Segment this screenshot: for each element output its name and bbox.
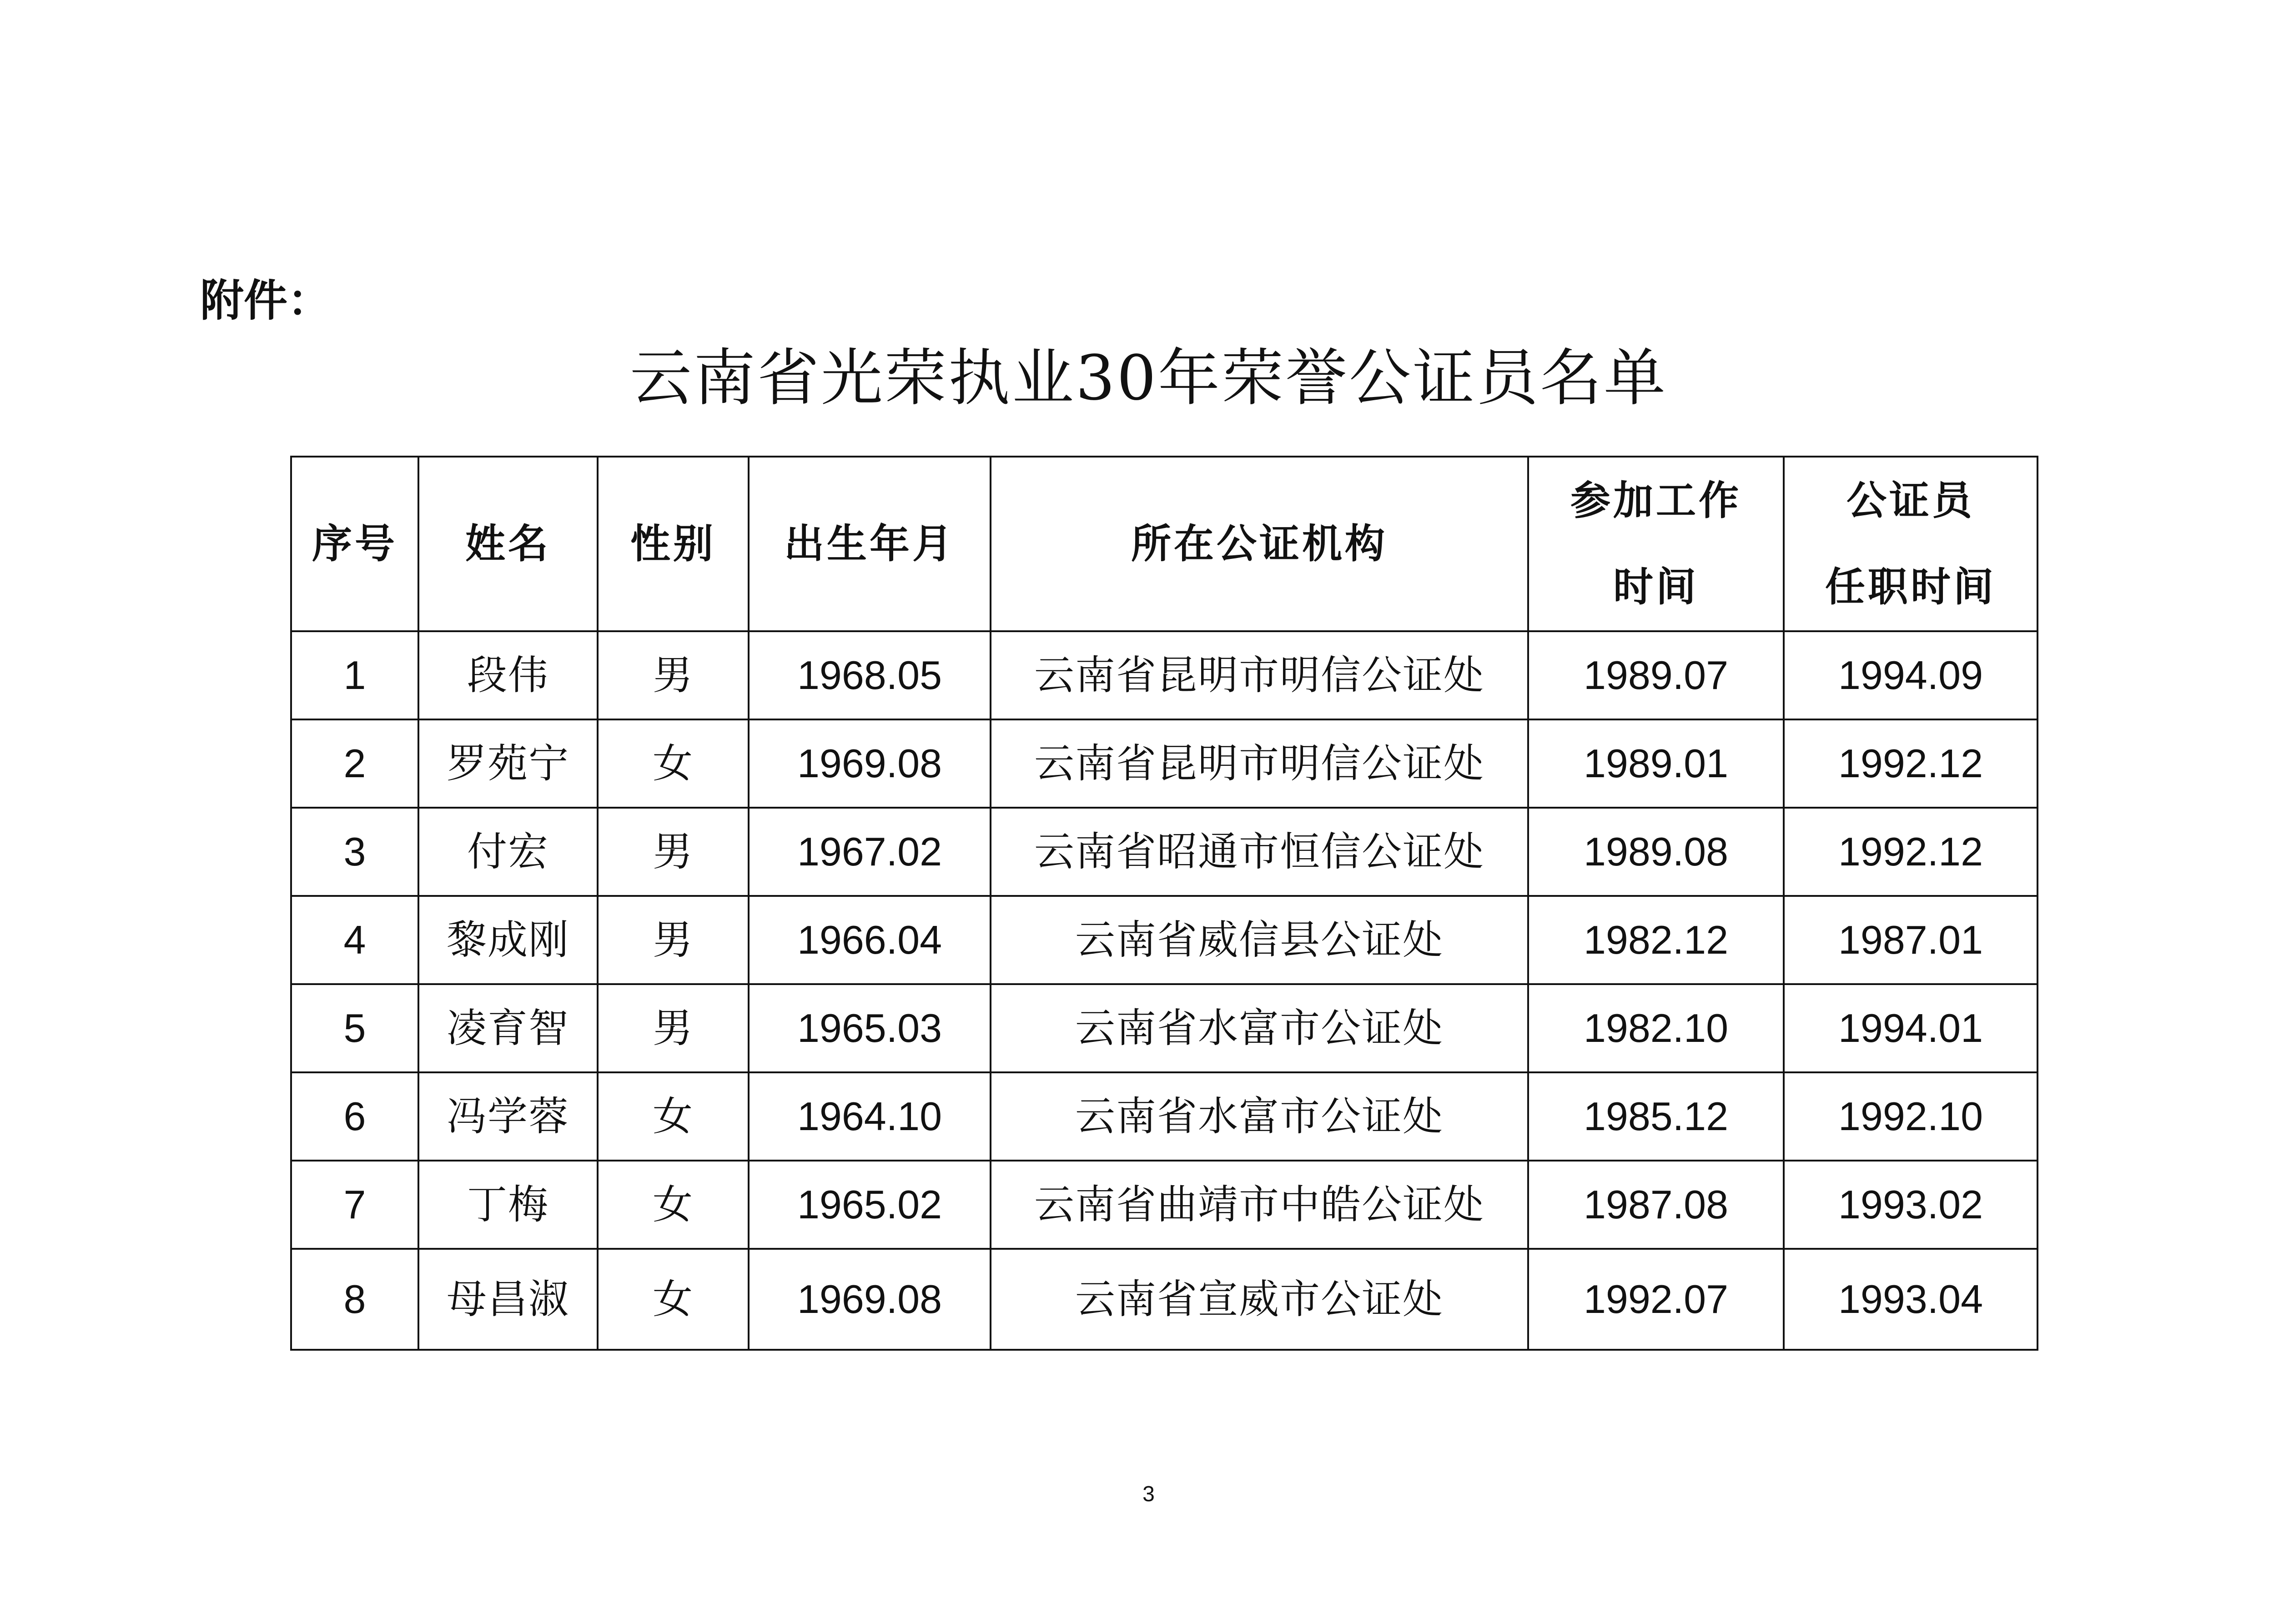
cell-index: 6 xyxy=(291,1072,418,1161)
cell-gender: 男 xyxy=(598,631,749,719)
cell-gender: 男 xyxy=(598,984,749,1072)
attachment-label: 附件： xyxy=(200,275,331,326)
page-number: 3 xyxy=(1142,1482,1155,1506)
cell-name: 罗苑宁 xyxy=(418,719,598,808)
header-birth: 出生年月 xyxy=(749,457,991,631)
cell-work-start: 1989.01 xyxy=(1528,719,1784,808)
cell-index: 3 xyxy=(291,808,418,896)
cell-office: 云南省昭通市恒信公证处 xyxy=(991,808,1528,896)
cell-name: 黎成刚 xyxy=(418,896,598,984)
cell-work-start: 1982.12 xyxy=(1528,896,1784,984)
cell-appointment: 1992.12 xyxy=(1784,808,2038,896)
table-row xyxy=(291,808,2038,896)
cell-name: 段伟 xyxy=(418,631,598,719)
cell-birth: 1969.08 xyxy=(749,1249,991,1350)
cell-appointment: 1994.01 xyxy=(1784,984,2038,1072)
cell-birth: 1968.05 xyxy=(749,631,991,719)
cell-work-start: 1982.10 xyxy=(1528,984,1784,1072)
cell-gender: 女 xyxy=(598,719,749,808)
cell-index: 1 xyxy=(291,631,418,719)
header-index: 序号 xyxy=(291,457,418,631)
header-appointment xyxy=(1784,457,2038,631)
cell-work-start: 1987.08 xyxy=(1528,1161,1784,1249)
cell-name: 凌育智 xyxy=(418,984,598,1072)
cell-gender: 男 xyxy=(598,896,749,984)
notary-roster-table xyxy=(290,456,2038,1351)
cell-office: 云南省威信县公证处 xyxy=(991,896,1528,984)
header-work-start-line2: 时间 xyxy=(1613,563,1699,610)
cell-index: 4 xyxy=(291,896,418,984)
cell-office: 云南省水富市公证处 xyxy=(991,1072,1528,1161)
cell-appointment: 1992.12 xyxy=(1784,719,2038,808)
table-header-row xyxy=(291,457,2038,631)
document-title: 云南省光荣执业30年荣誉公证员名单 xyxy=(629,342,1668,414)
cell-gender: 男 xyxy=(598,808,749,896)
header-appointment-line1: 公证员 xyxy=(1846,477,1975,524)
cell-index: 7 xyxy=(291,1161,418,1249)
cell-work-start: 1985.12 xyxy=(1528,1072,1784,1161)
cell-birth: 1965.03 xyxy=(749,984,991,1072)
cell-name: 母昌淑 xyxy=(418,1249,598,1350)
cell-birth: 1964.10 xyxy=(749,1072,991,1161)
header-work-start-line1: 参加工作 xyxy=(1570,477,1741,524)
cell-appointment: 1992.10 xyxy=(1784,1072,2038,1161)
cell-office: 云南省宣威市公证处 xyxy=(991,1249,1528,1350)
table-row xyxy=(291,984,2038,1072)
table-row xyxy=(291,631,2038,719)
header-appointment-line2: 任职时间 xyxy=(1825,563,1996,610)
cell-birth: 1965.02 xyxy=(749,1161,991,1249)
cell-index: 2 xyxy=(291,719,418,808)
header-work-start xyxy=(1528,457,1784,631)
cell-name: 付宏 xyxy=(418,808,598,896)
cell-gender: 女 xyxy=(598,1249,749,1350)
cell-office: 云南省曲靖市中皓公证处 xyxy=(991,1161,1528,1249)
cell-birth: 1966.04 xyxy=(749,896,991,984)
header-name: 姓名 xyxy=(418,457,598,631)
header-gender: 性别 xyxy=(598,457,749,631)
cell-office: 云南省水富市公证处 xyxy=(991,984,1528,1072)
cell-name: 丁梅 xyxy=(418,1161,598,1249)
cell-work-start: 1992.07 xyxy=(1528,1249,1784,1350)
cell-appointment: 1993.02 xyxy=(1784,1161,2038,1249)
table-row xyxy=(291,719,2038,808)
header-office: 所在公证机构 xyxy=(991,457,1528,631)
cell-gender: 女 xyxy=(598,1161,749,1249)
cell-work-start: 1989.08 xyxy=(1528,808,1784,896)
cell-appointment: 1994.09 xyxy=(1784,631,2038,719)
cell-office: 云南省昆明市明信公证处 xyxy=(991,631,1528,719)
cell-index: 8 xyxy=(291,1249,418,1350)
cell-appointment: 1993.04 xyxy=(1784,1249,2038,1350)
cell-birth: 1967.02 xyxy=(749,808,991,896)
table-row xyxy=(291,1161,2038,1249)
cell-birth: 1969.08 xyxy=(749,719,991,808)
table-row xyxy=(291,1072,2038,1161)
table-row xyxy=(291,1249,2038,1350)
cell-name: 冯学蓉 xyxy=(418,1072,598,1161)
cell-index: 5 xyxy=(291,984,418,1072)
cell-office: 云南省昆明市明信公证处 xyxy=(991,719,1528,808)
cell-appointment: 1987.01 xyxy=(1784,896,2038,984)
cell-gender: 女 xyxy=(598,1072,749,1161)
cell-work-start: 1989.07 xyxy=(1528,631,1784,719)
table-row xyxy=(291,896,2038,984)
